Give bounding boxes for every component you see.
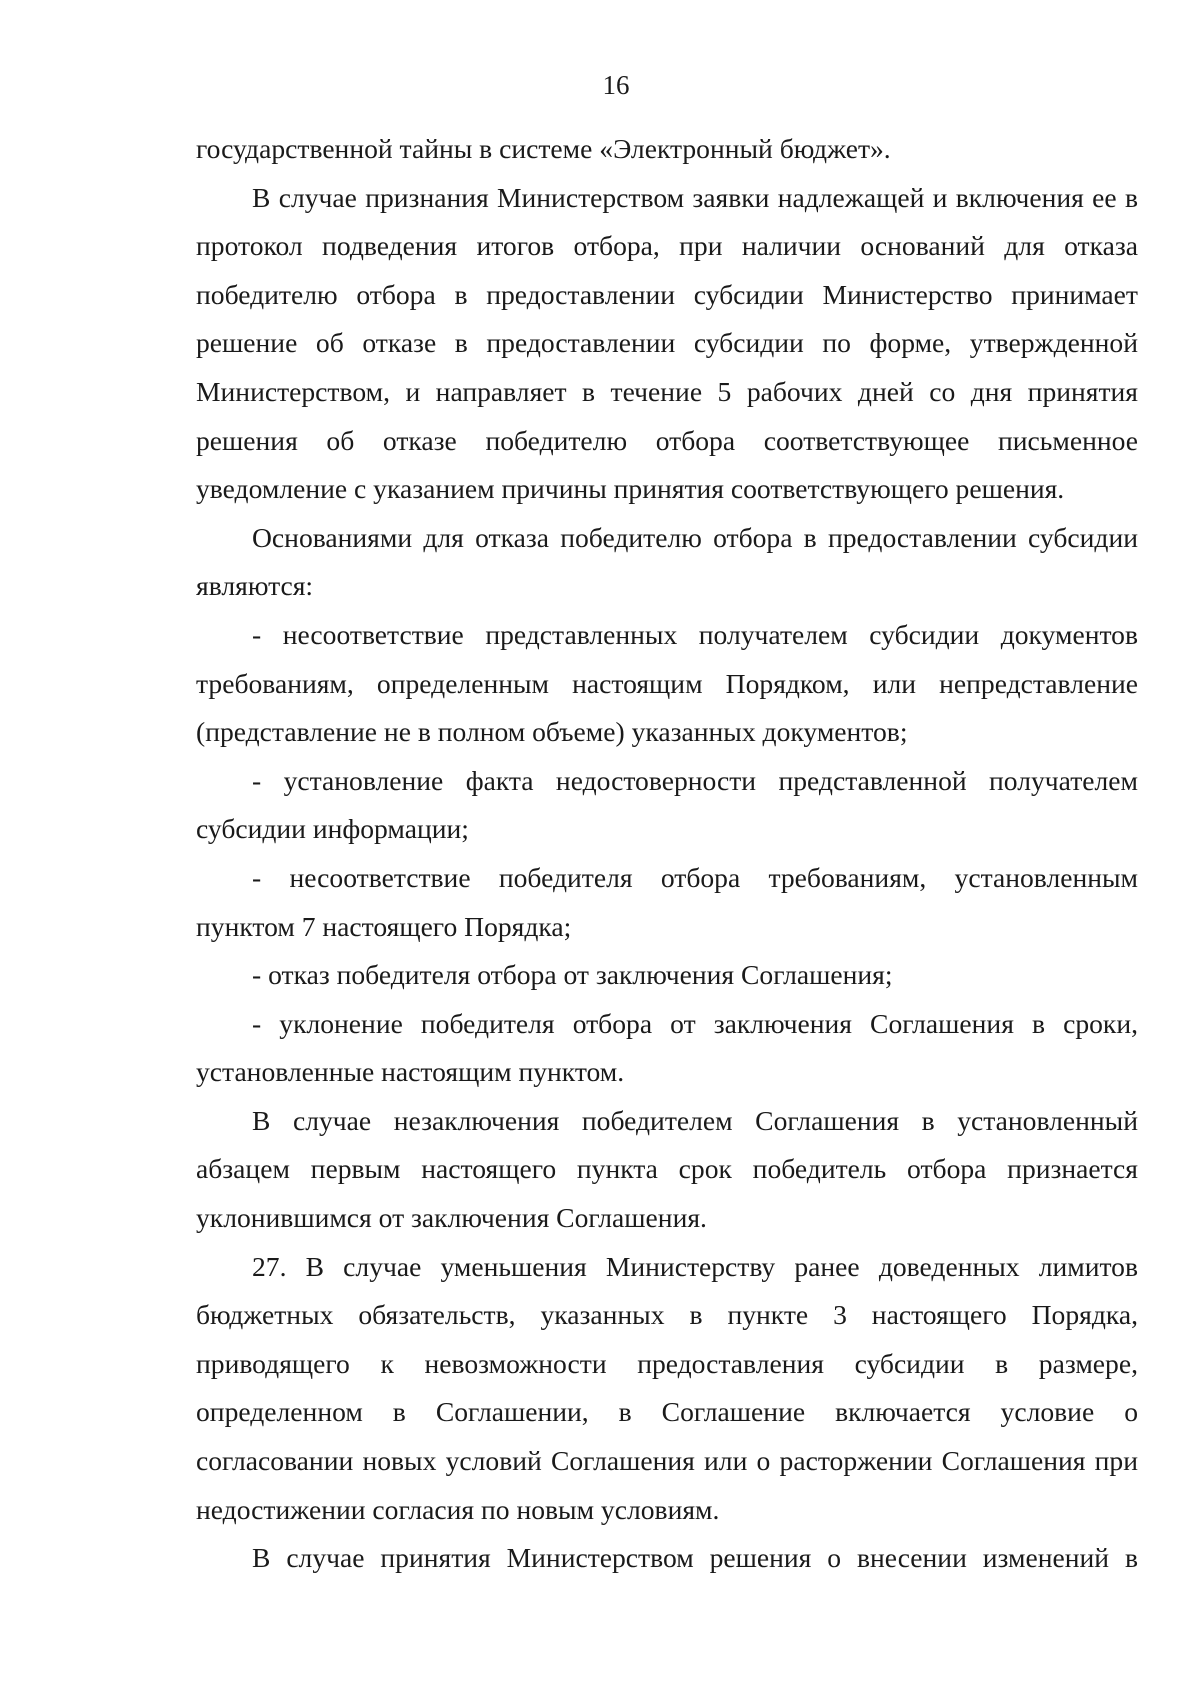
paragraph-line [196, 660, 1138, 709]
text-line: решения об отказе победителю отбора соответствующее письменное [196, 424, 1138, 456]
text-line: - установление факта недостоверности представленной получателем [252, 764, 1138, 796]
paragraph-line [196, 368, 1138, 417]
paragraph-line [196, 1291, 1138, 1340]
text-line: Министерством, и направляет в течение 5 рабочих дней со дня принятия [196, 375, 1138, 407]
text-line: государственной тайны в системе «Электронный бюджет». [196, 133, 891, 164]
paragraph-line [196, 319, 1138, 368]
paragraph-line [196, 417, 1138, 466]
text-line: являются: [196, 570, 314, 602]
paragraph-line [196, 1437, 1138, 1486]
list-item-false-information [196, 757, 1138, 806]
paragraph-line [196, 222, 1138, 271]
paragraph-refusal-grounds [196, 514, 1138, 563]
paragraph-line [196, 1145, 1138, 1194]
text-line: бюджетных обязательств, указанных в пункте 3 настоящего Порядка, [196, 1299, 1138, 1331]
paragraph-line [196, 1388, 1138, 1437]
list-item-winner-noncompliance [196, 854, 1138, 903]
text-line: Основаниями для отказа победителю отбора в предоставлении субсидии [252, 521, 1138, 553]
text-line: В случае принятия Министерством решения о внесении изменений в [252, 1542, 1138, 1574]
text-line: решение об отказе в предоставлении субсидии по форме, утвержденной [196, 327, 1138, 359]
text-line: 27. В случае уменьшения Министерству ранее доведенных лимитов [252, 1250, 1138, 1282]
paragraph-line [196, 562, 1138, 611]
paragraph-line [196, 805, 1138, 854]
paragraph-amendment-decision [196, 1534, 1138, 1583]
list-item-evasion [196, 1000, 1138, 1049]
paragraph-clause-27 [196, 1243, 1138, 1292]
list-item-noncompliance-documents [196, 611, 1138, 660]
text-line: требованиям, определенным настоящим Порядком, или непредставление [196, 667, 1138, 699]
paragraph-refusal-decision [196, 174, 1138, 223]
paragraph-line [196, 1048, 1138, 1097]
text-line: абзацем первым настоящего пункта срок победитель отбора признается [196, 1153, 1138, 1185]
text-line: (представление не в полном объеме) указанных документов; [196, 716, 908, 748]
paragraph-line [196, 465, 1138, 514]
text-line: В случае незаключения победителем Соглашения в установленный [252, 1104, 1138, 1136]
text-line: уклонившимся от заключения Соглашения. [196, 1202, 707, 1234]
text-line: согласовании новых условий Соглашения или о расторжении Соглашения при [196, 1445, 1138, 1477]
text-line: пунктом 7 настоящего Порядка; [196, 910, 572, 942]
text-line: субсидии информации; [196, 813, 469, 845]
text-line: - несоответствие представленных получателем субсидии документов [252, 618, 1138, 650]
paragraph-line [196, 1340, 1138, 1389]
text-line: недостижении согласия по новым условиям. [196, 1493, 720, 1525]
paragraph-line [196, 1486, 1138, 1535]
text-line: уведомление с указанием причины принятия соответствующего решения. [196, 473, 1065, 505]
paragraph-line [196, 271, 1138, 320]
paragraph-line [196, 903, 1138, 952]
paragraph-evasion-recognition [196, 1097, 1138, 1146]
paragraph-line [196, 708, 1138, 757]
paragraph-line [196, 1194, 1138, 1243]
text-line: установленные настоящим пунктом. [196, 1056, 625, 1088]
text-line: протокол подведения итогов отбора, при наличии оснований для отказа [196, 230, 1138, 262]
page-number: 16 [602, 70, 630, 100]
text-line: - несоответствие победителя отбора требованиям, установленным [252, 861, 1138, 893]
text-line: В случае признания Министерством заявки надлежащей и включения ее в [252, 181, 1138, 213]
text-line: - уклонение победителя отбора от заключения Соглашения в сроки, [252, 1007, 1138, 1039]
document-body [196, 125, 1138, 1583]
list-item-refusal-to-sign [196, 951, 1138, 1000]
paragraph-continuation [196, 125, 1138, 174]
text-line: - отказ победителя отбора от заключения Соглашения; [252, 959, 893, 991]
text-line: определенном в Соглашении, в Соглашение включается условие о [196, 1396, 1138, 1428]
text-line: приводящего к невозможности предоставления субсидии в размере, [196, 1347, 1138, 1379]
text-line: победителю отбора в предоставлении субсидии Министерство принимает [196, 278, 1138, 310]
